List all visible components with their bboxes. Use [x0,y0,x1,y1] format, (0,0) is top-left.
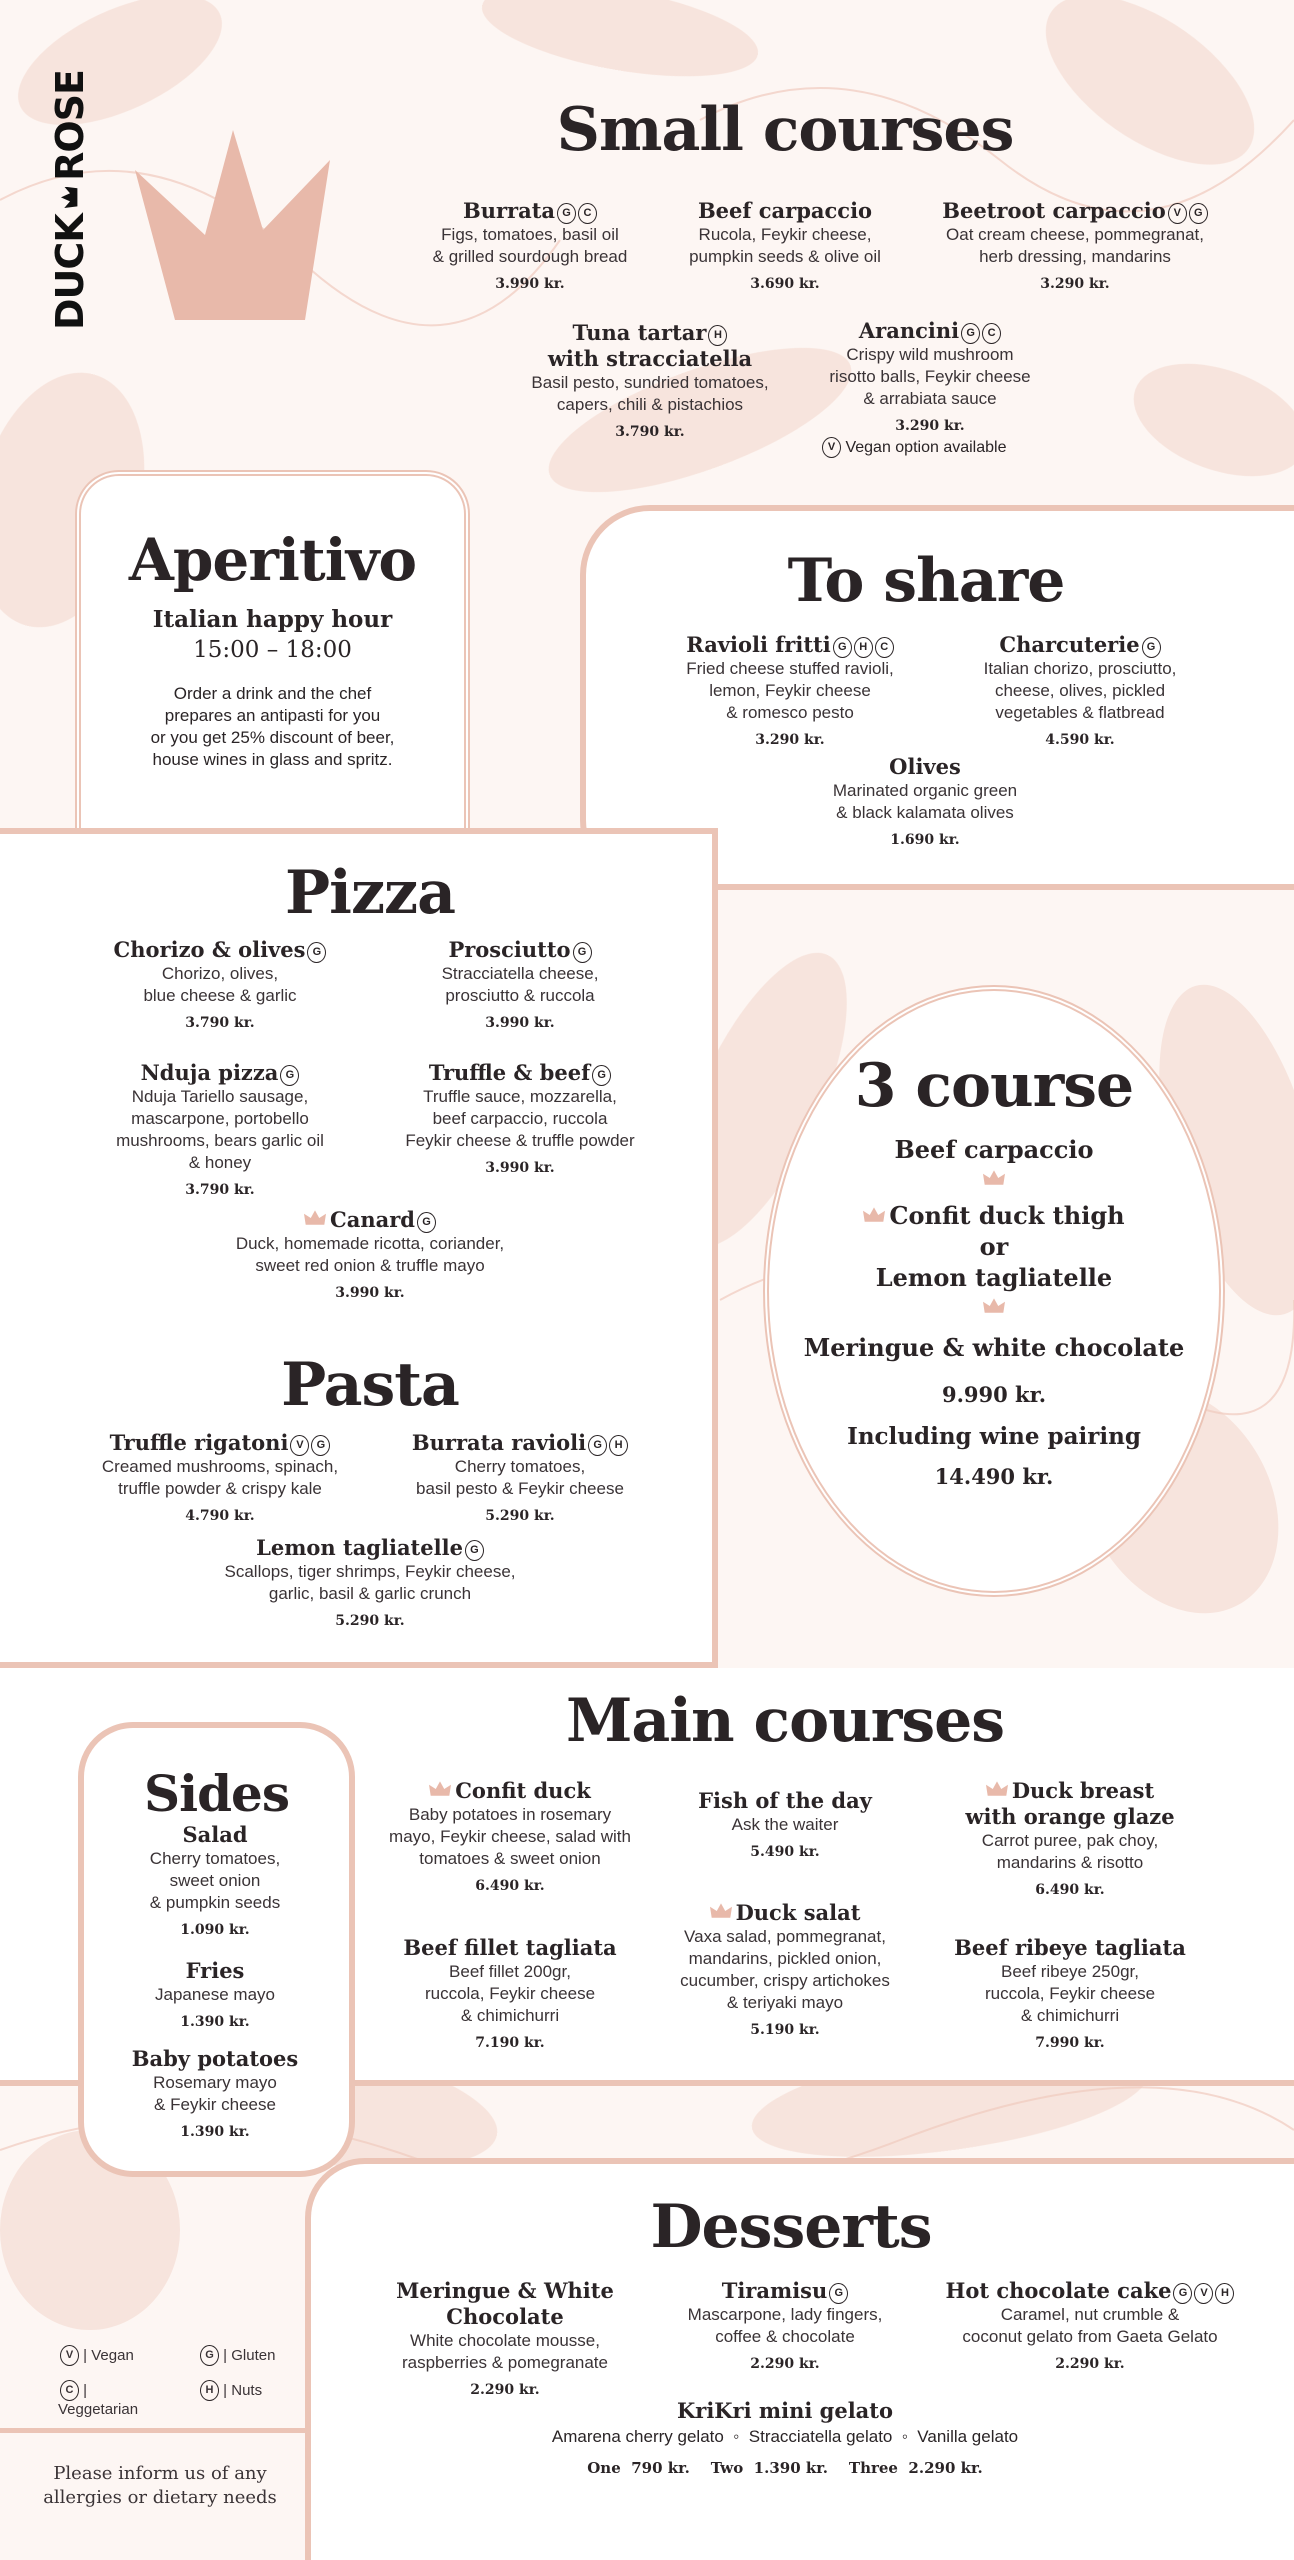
gelato-prices: One 790 kr. Two 1.390 kr. Three 2.290 kr. [587,2459,983,2477]
menu-item [635,1900,935,2038]
menu-item-name: Salad [182,1822,248,1847]
menu-item [635,198,935,292]
menu-item-price: 3.790 kr. [185,1182,255,1198]
menu-item-name: Prosciutto G [370,937,670,963]
aperitivo-title: Aperitivo [128,526,417,594]
menu-item-price: 3.990 kr. [485,1015,555,1031]
menu-item-price: 4.590 kr. [1045,732,1115,748]
three-course-oval [763,985,1225,1597]
wine-pairing: Including wine pairing [847,1423,1141,1450]
allergen-badge-icon: V [290,1435,309,1456]
menu-item-price: 3.290 kr. [755,732,825,748]
menu-item-name: Ravioli fritti G H C [640,632,940,658]
menu-item-price: 2.290 kr. [470,2382,540,2398]
wine-pairing-price: 14.490 kr. [934,1464,1054,1489]
menu-item [345,2278,665,2398]
menu-item-desc: White chocolate mousse, raspberries & pomegranate [401,2331,608,2372]
logo [40,70,100,330]
allergen-badge-icon: G [417,1212,436,1233]
allergen-badge-icon: C [578,203,597,224]
menu-item-name: Meringue & White Chocolate [396,2278,614,2329]
legend-nuts: H | Nuts [198,2380,262,2418]
course-two-b: Lemon tagliatelle [875,1263,1113,1292]
vegan-badge-icon: V [822,437,841,458]
allergen-badge-icon: G [280,1065,299,1086]
allergen-badge-icon: G [588,1435,607,1456]
crown-icon [304,1210,326,1226]
menu-item-name: Confit duck [360,1778,660,1804]
menu-item-name: Charcuterie G [930,632,1230,658]
menu-item-price: 3.790 kr. [185,1015,255,1031]
crown-icon [429,1781,451,1797]
menu-item-name: Canard G [190,1207,550,1233]
gelato-flavors: Amarena cherry gelato ◦ Stracciatella gelato ◦ Vanilla gelato [551,2427,1019,2446]
menu-item-name: Tuna tartar H [500,320,800,346]
menu-item-price: 1.390 kr. [180,2124,250,2140]
menu-item-price: 1.390 kr. [180,2014,250,2030]
menu-item [780,318,1080,434]
main-courses-title: Main courses [565,1686,1005,1756]
menu-item-desc: Vaxa salad, pommegranat, mandarins, pickled onion, cucumber, crispy artichokes & teriyaki mayo [680,1927,890,2012]
crown-divider-2 [769,1298,1219,1319]
menu-item-name: Beef fillet tagliata [403,1935,617,1960]
menu-item-name: Fries [185,1958,245,1983]
crown-divider-1 [769,1170,1219,1191]
course-three: Meringue & white chocolate [803,1333,1185,1362]
menu-item-name: Burrata ravioli G H [370,1430,670,1456]
vegan-note: V Vegan option available [820,437,1006,458]
menu-item-price: 2.290 kr. [750,2356,820,2372]
menu-item-price: 1.090 kr. [180,1922,250,1938]
menu-item-price: 3.990 kr. [485,1160,555,1176]
menu-item [500,320,800,440]
menu-item-name: Arancini G C [780,318,1080,344]
menu-item [180,1535,560,1629]
pizza-title: Pizza [285,858,455,928]
menu-item-name: Duck breast [920,1778,1220,1804]
crown-icon [710,1903,732,1919]
menu-item [370,937,670,1031]
menu-item-price: 3.990 kr. [495,276,565,292]
three-course-title: 3 course [854,1051,1134,1121]
allergen-badge-icon: G [829,2283,848,2304]
aperitivo-subtitle: Italian happy hour [152,606,393,633]
allergen-badge-icon: V [1194,2283,1213,2304]
menu-item-desc: Basil pesto, sundried tomatoes, capers, chili & pistachios [531,373,769,414]
menu-item [95,1958,335,2030]
allergen-badge-icon: G [1173,2283,1192,2304]
menu-item [910,198,1240,292]
allergen-badge-icon: V [1168,203,1187,224]
aperitivo-desc: Order a drink and the chef prepares an antipasti for you or you get 25% discount of beer, house wines in glass and spritz. [150,684,395,769]
allergen-badge-icon: G [311,1435,330,1456]
allergy-note: Please inform us of any allergies or dietary needs [43,2463,277,2508]
menu-item-desc: Crispy wild mushroom risotto balls, Feykir cheese & arrabiata sauce [829,345,1031,408]
aperitivo-hours: 15:00 – 18:00 [193,637,352,663]
menu-item [95,1822,335,1938]
menu-item-desc: Fried cheese stuffed ravioli, lemon, Feykir cheese & romesco pesto [686,659,894,722]
three-course-price: 9.990 kr. [941,1382,1047,1407]
menu-item-desc: Ask the waiter [731,1815,839,1834]
menu-item [360,1935,660,2051]
menu-item [770,754,1080,848]
menu-item-name: Tiramisu G [645,2278,925,2304]
legend-vegetarian: C | Veggetarian [58,2382,139,2418]
crown-icon [983,1298,1005,1314]
menu-item [190,1207,550,1301]
menu-item-name: Burrata G C [380,198,680,224]
legend-gluten: G | Gluten [198,2345,275,2366]
menu-item-price: 5.190 kr. [750,2022,820,2038]
menu-item-desc: Rosemary mayo & Feykir cheese [153,2073,277,2114]
menu-item-desc: Mascarpone, lady fingers, coffee & chocolate [687,2305,883,2346]
legend-divider [0,2428,305,2433]
menu-item-name: Lemon tagliatelle G [180,1535,560,1561]
menu-item [930,632,1230,748]
menu-item-name: Chorizo & olives G [70,937,370,963]
allergen-badge-icon: H [1215,2283,1234,2304]
menu-item-name: Hot chocolate cake G V H [920,2278,1260,2304]
allergen-badge-icon: G [592,1065,611,1086]
menu-item-price: 3.290 kr. [895,418,965,434]
menu-item-desc: Stracciatella cheese, prosciutto & ruccola [441,964,599,1005]
menu-item-price: 7.990 kr. [1035,2035,1105,2051]
logo-duck-text: DUCK [48,214,92,330]
gelato-name: KriKri mini gelato [677,2398,893,2423]
to-share-title: To share [787,546,1065,616]
menu-item-name: Truffle & beef G [370,1060,670,1086]
menu-item-price: 1.690 kr. [890,832,960,848]
allergen-badge-icon: C [982,323,1001,344]
menu-item [640,632,940,748]
menu-item-name: Nduja pizza G [70,1060,370,1086]
allergen-badge-icon: G [307,942,326,963]
menu-item-price: 5.290 kr. [335,1613,405,1629]
menu-item [60,1430,380,1524]
menu-item-name: Beetroot carpaccio V G [910,198,1240,224]
allergen-badge-icon: G [1142,637,1161,658]
menu-item-name-line2: with orange glaze [965,1804,1175,1829]
menu-item-desc: Caramel, nut crumble & coconut gelato from Gaeta Gelato [962,2305,1218,2346]
menu-item-desc: Nduja Tariello sausage, mascarpone, portobello mushrooms, bears garlic oil & honey [116,1087,324,1172]
menu-item [645,2278,925,2372]
menu-item-desc: Carrot puree, pak choy, mandarins & risotto [981,1831,1159,1872]
menu-item-price: 3.790 kr. [615,424,685,440]
allergen-badge-icon: G [833,637,852,658]
menu-item-price: 3.690 kr. [750,276,820,292]
menu-item-desc: Japanese mayo [154,1985,276,2004]
sides-title: Sides [143,1764,290,1823]
menu-item [360,1778,660,1894]
allergen-legend [58,2345,298,2418]
menu-item-name: Fish of the day [698,1788,872,1813]
menu-item-desc: Duck, homemade ricotta, coriander, sweet red onion & truffle mayo [235,1234,505,1275]
allergen-badge-icon: H [854,637,873,658]
crown-icon [986,1781,1008,1797]
menu-item-name: Truffle rigatoni V G [60,1430,380,1456]
allergen-badge-icon: H [708,325,727,346]
menu-item [370,1430,670,1524]
course-or: or [979,1232,1009,1261]
logo-rose-text: ROSE [48,70,92,181]
menu-item-price: 6.490 kr. [475,1878,545,1894]
menu-item [920,1935,1220,2051]
menu-item [70,1060,370,1198]
menu-item [70,937,370,1031]
allergen-badge-icon: H [609,1435,628,1456]
allergen-badge-icon: G [573,942,592,963]
course-two-a: Confit duck thigh [769,1201,1219,1230]
allergen-badge-icon: G [1189,203,1208,224]
desserts-title: Desserts [650,2192,932,2262]
menu-item-desc: Truffle sauce, mozzarella, beef carpaccio, ruccola Feykir cheese & truffle powder [405,1087,635,1150]
menu-item-desc: Oat cream cheese, pommegranat, herb dressing, mandarins [946,225,1204,266]
allergen-badge-icon: G [557,203,576,224]
menu-item-price: 5.490 kr. [750,1844,820,1860]
menu-item-price: 6.490 kr. [1035,1882,1105,1898]
menu-item-desc: Figs, tomatoes, basil oil & grilled sourdough bread [432,225,628,266]
menu-item-desc: Rucola, Feykir cheese, pumpkin seeds & olive oil [689,225,881,266]
menu-item-price: 3.290 kr. [1040,276,1110,292]
course-one: Beef carpaccio [894,1135,1094,1164]
menu-item-desc: Beef ribeye 250gr, ruccola, Feykir cheese & chimichurri [984,1962,1156,2025]
menu-item-name: Duck salat [635,1900,935,1926]
big-crown-icon [135,130,335,325]
menu-item-desc: Creamed mushrooms, spinach, truffle powder & crispy kale [101,1457,339,1498]
menu-item-name: Beef ribeye tagliata [954,1935,1186,1960]
menu-item-desc: Chorizo, olives, blue cheese & garlic [143,964,297,1005]
menu-item [370,1060,670,1176]
allergen-badge-icon: G [961,323,980,344]
menu-item-name: Olives [889,754,961,779]
menu-item-desc: Baby potatoes in rosemary mayo, Feykir cheese, salad with tomatoes & sweet onion [389,1805,631,1868]
menu-item-price: 5.290 kr. [485,1508,555,1524]
legend-vegan: V | Vegan [58,2345,158,2366]
menu-item [95,2046,335,2140]
menu-item-price: 4.790 kr. [185,1508,255,1524]
crown-icon [863,1207,885,1223]
small-courses-title: Small courses [556,95,1014,165]
menu-item-price: 2.290 kr. [1055,2356,1125,2372]
menu-item-desc: Cherry tomatoes, basil pesto & Feykir cheese [416,1457,624,1498]
logo-crown-icon [59,187,81,208]
menu-item-name: Baby potatoes [131,2046,299,2071]
menu-item-price: 3.990 kr. [335,1285,405,1301]
menu-item-name: Beef carpaccio [697,198,873,223]
menu-item [920,1778,1220,1898]
menu-item-desc: Italian chorizo, prosciutto, cheese, olives, pickled vegetables & flatbread [983,659,1177,722]
aperitivo-panel [75,470,470,830]
pasta-title: Pasta [281,1350,459,1420]
crown-icon [983,1170,1005,1186]
gelato-block [480,2398,1090,2477]
menu-item-desc: Marinated organic green & black kalamata olives [832,781,1018,822]
menu-item-price: 7.190 kr. [475,2035,545,2051]
allergen-badge-icon: C [875,637,894,658]
menu-item [920,2278,1260,2372]
allergen-badge-icon: G [465,1540,484,1561]
menu-item-desc: Scallops, tiger shrimps, Feykir cheese, garlic, basil & garlic crunch [224,1562,516,1603]
menu-item [635,1788,935,1860]
menu-item-name-line2: with stracciatella [547,346,753,371]
menu-item-desc: Cherry tomatoes, sweet onion & pumpkin seeds [149,1849,281,1912]
menu-item-desc: Beef fillet 200gr, ruccola, Feykir cheese & chimichurri [424,1962,596,2025]
